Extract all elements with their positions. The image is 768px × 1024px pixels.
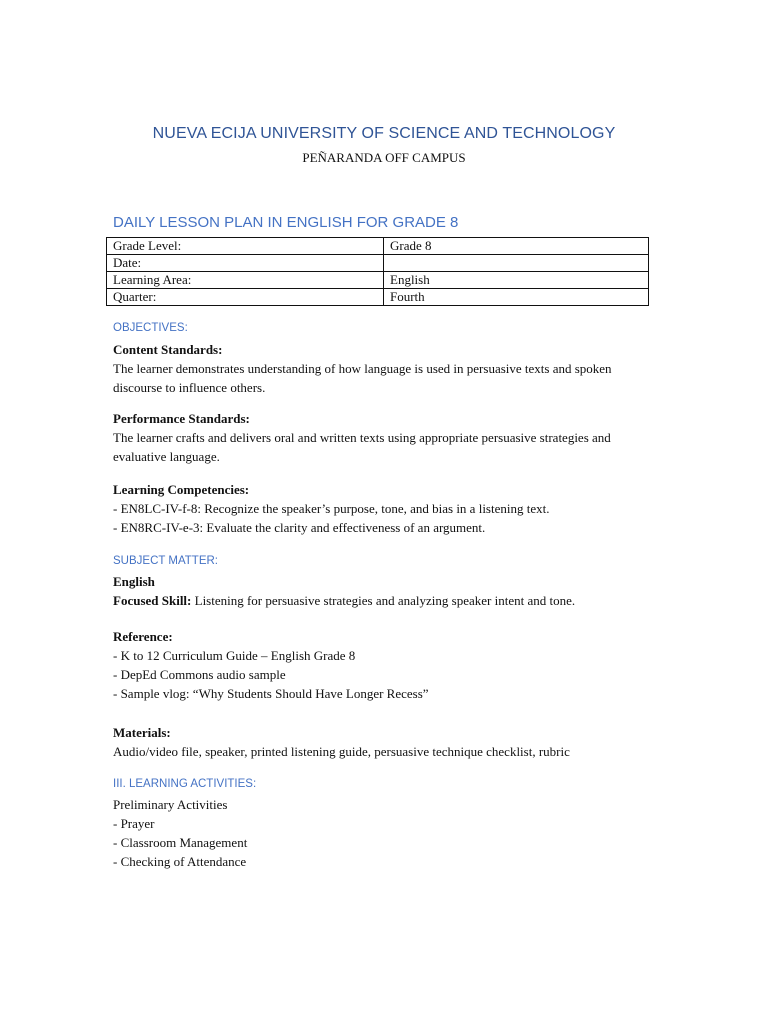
list-item: - K to 12 Curriculum Guide – English Grade 8 bbox=[113, 648, 356, 663]
table-cell-value bbox=[384, 255, 649, 272]
table-cell-label: Grade Level: bbox=[107, 238, 384, 255]
campus-name: PEÑARANDA OFF CAMPUS bbox=[302, 150, 466, 165]
learning-activities-section bbox=[113, 776, 653, 871]
table-cell-value: Grade 8 bbox=[384, 238, 649, 255]
focused-skill-line bbox=[113, 591, 653, 610]
materials-text: Audio/video file, speaker, printed listening guide, persuasive technique checklist, rubric bbox=[113, 744, 570, 759]
focused-skill-label: Focused Skill: bbox=[113, 593, 192, 608]
lesson-plan-title: DAILY LESSON PLAN IN ENGLISH FOR GRADE 8 bbox=[113, 214, 459, 231]
list-item: - EN8LC-IV-f-8: Recognize the speaker’s purpose, tone, and bias in a listening text. bbox=[113, 501, 550, 516]
list-item: - Sample vlog: “Why Students Should Have Longer Recess” bbox=[113, 686, 429, 701]
table-row bbox=[107, 272, 649, 289]
content-standards-label: Content Standards: bbox=[113, 342, 223, 357]
materials-label: Materials: bbox=[113, 725, 171, 740]
table-cell-label: Quarter: bbox=[107, 289, 384, 306]
performance-standards-label: Performance Standards: bbox=[113, 411, 250, 426]
list-item: - Prayer bbox=[113, 816, 155, 831]
content-standards-text: The learner demonstrates understanding of how language is used in persuasive texts and spoken discourse to influence others. bbox=[113, 361, 612, 395]
reference-section bbox=[113, 627, 653, 703]
table-cell-label: Learning Area: bbox=[107, 272, 384, 289]
subject-name: English bbox=[113, 574, 155, 589]
learning-competencies-section bbox=[113, 480, 653, 537]
objectives-heading: OBJECTIVES: bbox=[113, 322, 188, 334]
learning-activities-heading: III. LEARNING ACTIVITIES: bbox=[113, 778, 257, 790]
focused-skill-text: Listening for persuasive strategies and analyzing speaker intent and tone. bbox=[191, 593, 576, 608]
performance-standards-text: The learner crafts and delivers oral and written texts using appropriate persuasive strategies and evaluative language. bbox=[113, 430, 611, 464]
table-row bbox=[107, 238, 649, 255]
list-item: - Checking of Attendance bbox=[113, 854, 247, 869]
objectives-section bbox=[113, 320, 653, 397]
list-item: - DepEd Commons audio sample bbox=[113, 667, 286, 682]
table-cell-label: Date: bbox=[107, 255, 384, 272]
list-item: - Classroom Management bbox=[113, 835, 248, 850]
performance-standards-section bbox=[113, 409, 653, 466]
learning-competencies-label: Learning Competencies: bbox=[113, 482, 250, 497]
table-cell-value: English bbox=[384, 272, 649, 289]
preliminary-activities-label: Preliminary Activities bbox=[113, 797, 228, 812]
info-table bbox=[106, 237, 649, 306]
reference-label: Reference: bbox=[113, 629, 173, 644]
subject-matter-section bbox=[113, 553, 653, 610]
university-name: NUEVA ECIJA UNIVERSITY OF SCIENCE AND TECHNOLOGY bbox=[152, 125, 616, 142]
materials-section bbox=[113, 723, 653, 761]
table-row bbox=[107, 289, 649, 306]
subject-matter-heading: SUBJECT MATTER: bbox=[113, 555, 218, 567]
list-item: - EN8RC-IV-e-3: Evaluate the clarity and effectiveness of an argument. bbox=[113, 520, 486, 535]
table-cell-value: Fourth bbox=[384, 289, 649, 306]
table-row bbox=[107, 255, 649, 272]
